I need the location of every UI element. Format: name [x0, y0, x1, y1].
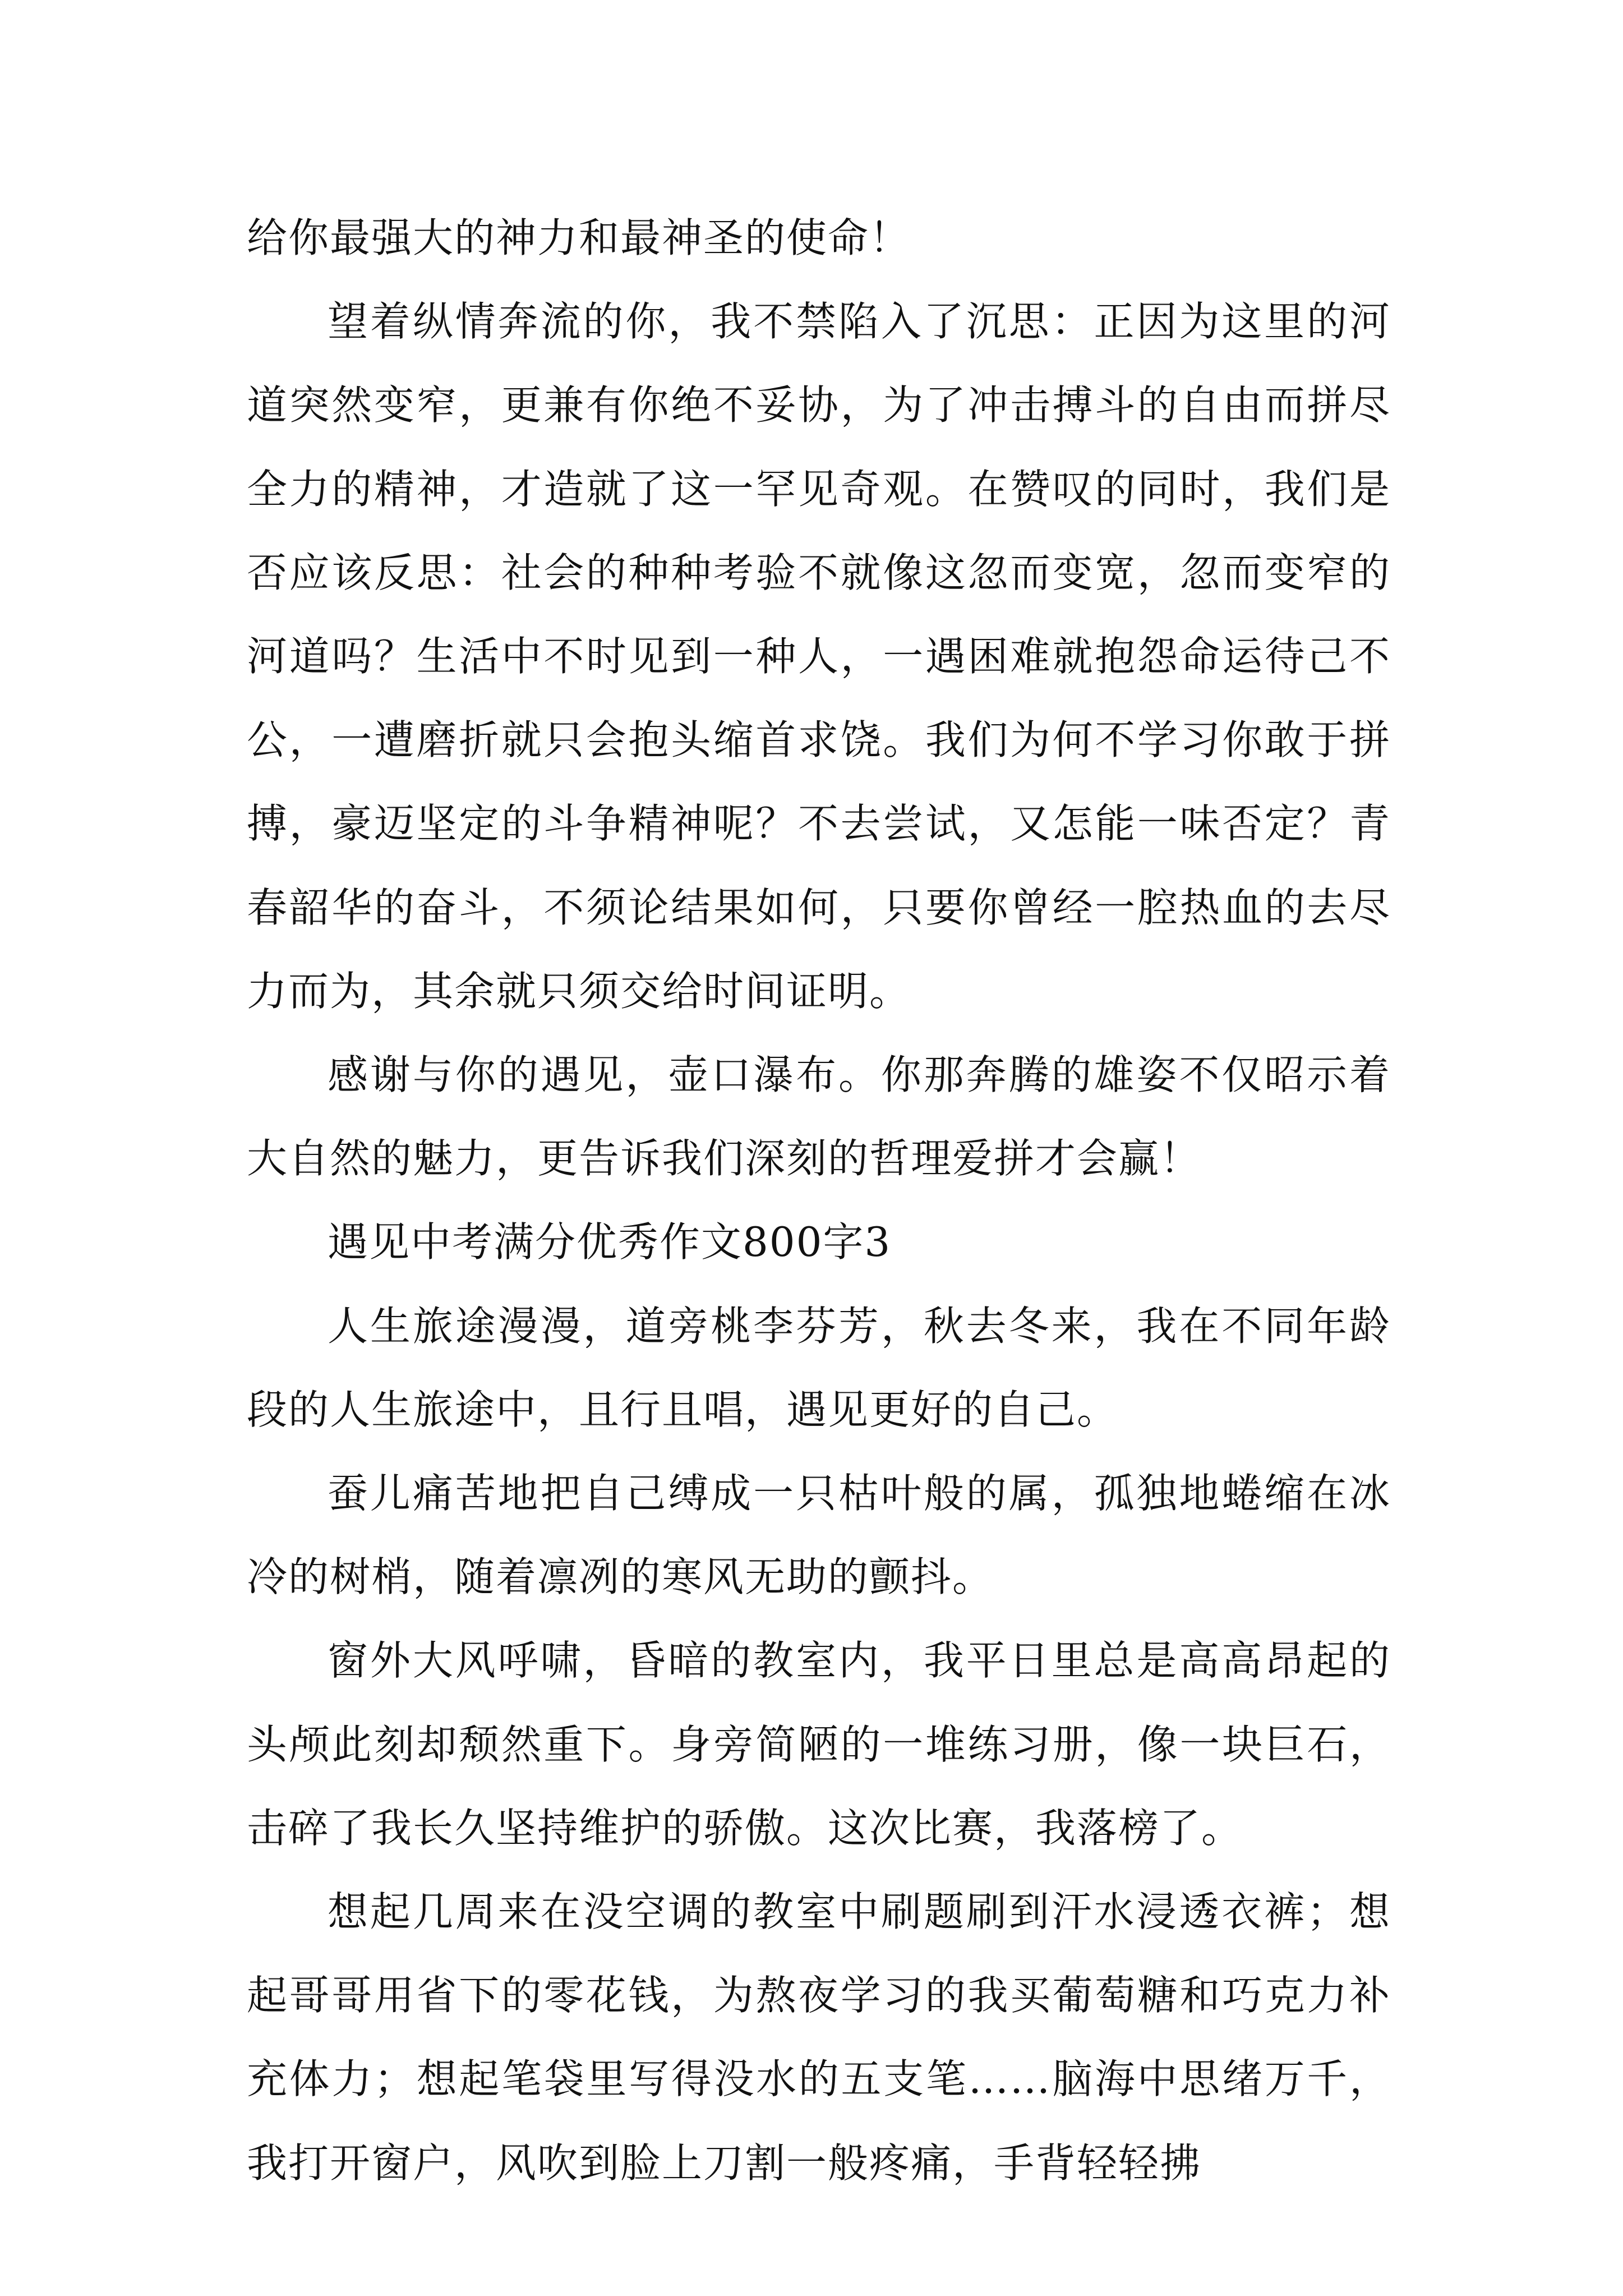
paragraph-2: 望着纵情奔流的你，我不禁陷入了沉思：正因为这里的河道突然变窄，更兼有你绝不妥协，为了冲击搏斗的自由而拼尽全力的精神，才造就了这一罕见奇观。在赞叹的同时，我们是否应该反思：社会的种种考验不就像这忽而变宽，忽而变窄的河道吗？生活中不时见到一种人，一遇困难就抱怨命运待己不公，一遭磨折就只会抱头缩首求饶。我们为何不学习你敢于拼搏，豪迈坚定的斗争精神呢？不去尝试，又怎能一味否定？青春韶华的奋斗，不须论结果如何，只要你曾经一腔热血的去尽力而为，其余就只须交给时间证明。: [247, 298, 1391, 1015]
paragraph-6: 窗外大风呼啸，昏暗的教室内，我平日里总是高高昂起的头颅此刻却颓然重下。身旁简陋的一堆练习册，像一块巨石，击碎了我长久坚持维护的骄傲。这次比赛，我落榜了。: [247, 1637, 1391, 1852]
paragraph-1: 给你最强大的神力和最神圣的使命！: [247, 214, 911, 261]
paragraph-4: 人生旅途漫漫，道旁桃李芬芳，秋去冬来，我在不同年龄段的人生旅途中，且行且唱，遇见更好的自己。: [247, 1302, 1391, 1433]
paragraph-5: 蚕儿痛苦地把自己缚成一只枯叶般的属，孤独地蜷缩在冰冷的树梢，随着凛冽的寒风无助的颤抖。: [247, 1470, 1391, 1601]
essay-body: [247, 196, 1391, 2205]
paragraph-3: 感谢与你的遇见，壶口瀑布。你那奔腾的雄姿不仅昭示着大自然的魅力，更告诉我们深刻的哲理爱拼才会赢！: [247, 1051, 1391, 1182]
paragraph-7: 想起几周来在没空调的教室中刷题刷到汗水浸透衣裤；想起哥哥用省下的零花钱，为熬夜学习的我买葡萄糖和巧克力补充体力；想起笔袋里写得没水的五支笔……脑海中思绪万千，我打开窗户，风吹到脸上刀割一般疼痛，手背轻轻拂: [247, 1888, 1391, 2187]
essay-heading: 遇见中考满分优秀作文800字3: [328, 1218, 892, 1266]
